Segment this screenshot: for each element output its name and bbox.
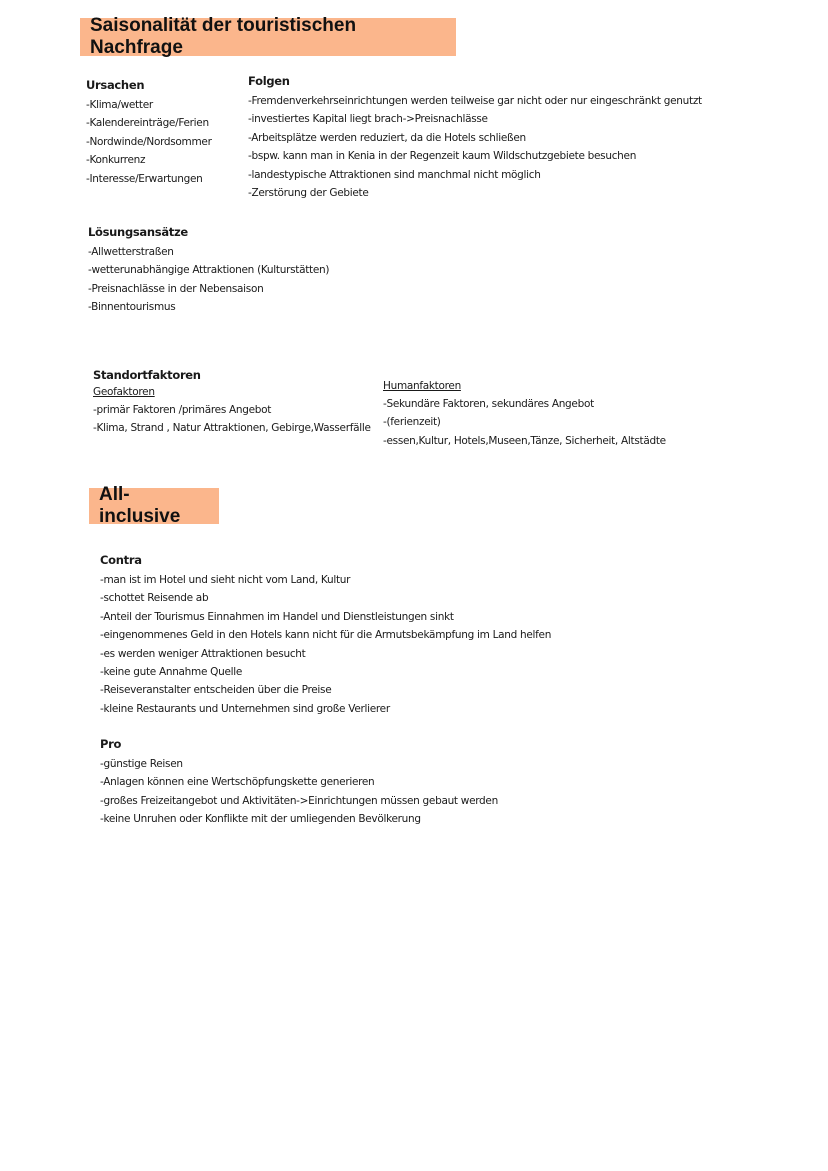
folgen-block (248, 74, 702, 202)
list-item: -Klima, Strand , Natur Attraktionen, Gebirge,Wasserfälle (93, 422, 371, 435)
loesungsansaetze-block (88, 225, 329, 317)
list-item: -Preisnachlässe in der Nebensaison (88, 282, 264, 295)
list-item: -primär Faktoren /primäres Angebot (93, 404, 272, 416)
list-item: -man ist im Hotel und sieht nicht vom Land, Kultur (100, 574, 351, 586)
humanfaktoren-heading: Humanfaktoren (383, 380, 461, 392)
list-item: -Zerstörung der Gebiete (248, 187, 369, 200)
contra-heading: Contra (100, 553, 142, 567)
humanfaktoren-block (383, 380, 666, 450)
list-item: -wetterunabhängige Attraktionen (Kulturstätten) (88, 264, 330, 277)
standortfaktoren-block (93, 368, 371, 438)
section-title-saisonalitaet: Saisonalität der touristischen Nachfrage (80, 18, 456, 56)
list-item: -(ferienzeit) (383, 416, 441, 429)
pro-heading: Pro (100, 737, 122, 751)
list-item: -landestypische Attraktionen sind manchmal nicht möglich (248, 168, 541, 181)
list-item: -Anlagen können eine Wertschöpfungskette generieren (100, 776, 375, 789)
section-title-all-inclusive: All-inclusive (89, 488, 219, 524)
loesungsansaetze-heading: Lösungsansätze (88, 225, 188, 239)
list-item: -Sekundäre Faktoren, sekundäres Angebot (383, 398, 594, 410)
list-item: -Anteil der Tourismus Einnahmen im Handel und Dienstleistungen sinkt (100, 610, 454, 623)
ursachen-block (86, 78, 212, 188)
list-item: -Interesse/Erwartungen (86, 172, 203, 185)
list-item: -Fremdenverkehrseinrichtungen werden teilweise gar nicht oder nur eingeschränkt genutzt (248, 95, 702, 107)
list-item: -essen,Kultur, Hotels,Museen,Tänze, Sicherheit, Altstädte (383, 434, 666, 447)
list-item: -Allwetterstraßen (88, 246, 174, 258)
geofaktoren-heading: Geofaktoren (93, 386, 155, 398)
contra-block (100, 553, 551, 718)
list-item: -Kalendereinträge/Ferien (86, 117, 209, 130)
folgen-heading: Folgen (248, 74, 290, 88)
list-item: -Nordwinde/Nordsommer (86, 135, 212, 148)
list-item: -günstige Reisen (100, 758, 183, 770)
list-item: -investiertes Kapital liegt brach->Preisnachlässe (248, 113, 488, 126)
ursachen-heading: Ursachen (86, 78, 145, 92)
list-item: -Konkurrenz (86, 154, 146, 167)
list-item: -Reiseveranstalter entscheiden über die Preise (100, 684, 332, 697)
list-item: -es werden weniger Attraktionen besucht (100, 647, 306, 660)
list-item: -Binnentourismus (88, 301, 176, 314)
list-item: -keine Unruhen oder Konflikte mit der umliegenden Bevölkerung (100, 813, 421, 826)
list-item: -großes Freizeitangebot und Aktivitäten->Einrichtungen müssen gebaut werden (100, 794, 498, 807)
list-item: -Klima/wetter (86, 99, 153, 111)
standortfaktoren-heading: Standortfaktoren (93, 368, 201, 382)
list-item: -Arbeitsplätze werden reduziert, da die Hotels schließen (248, 131, 526, 144)
pro-block (100, 737, 498, 829)
list-item: -eingenommenes Geld in den Hotels kann nicht für die Armutsbekämpfung im Land helfen (100, 629, 552, 642)
list-item: -schottet Reisende ab (100, 592, 209, 605)
list-item: -keine gute Annahme Quelle (100, 666, 243, 679)
list-item: -bspw. kann man in Kenia in der Regenzeit kaum Wildschutzgebiete besuchen (248, 150, 637, 163)
list-item: -kleine Restaurants und Unternehmen sind große Verlierer (100, 702, 390, 715)
